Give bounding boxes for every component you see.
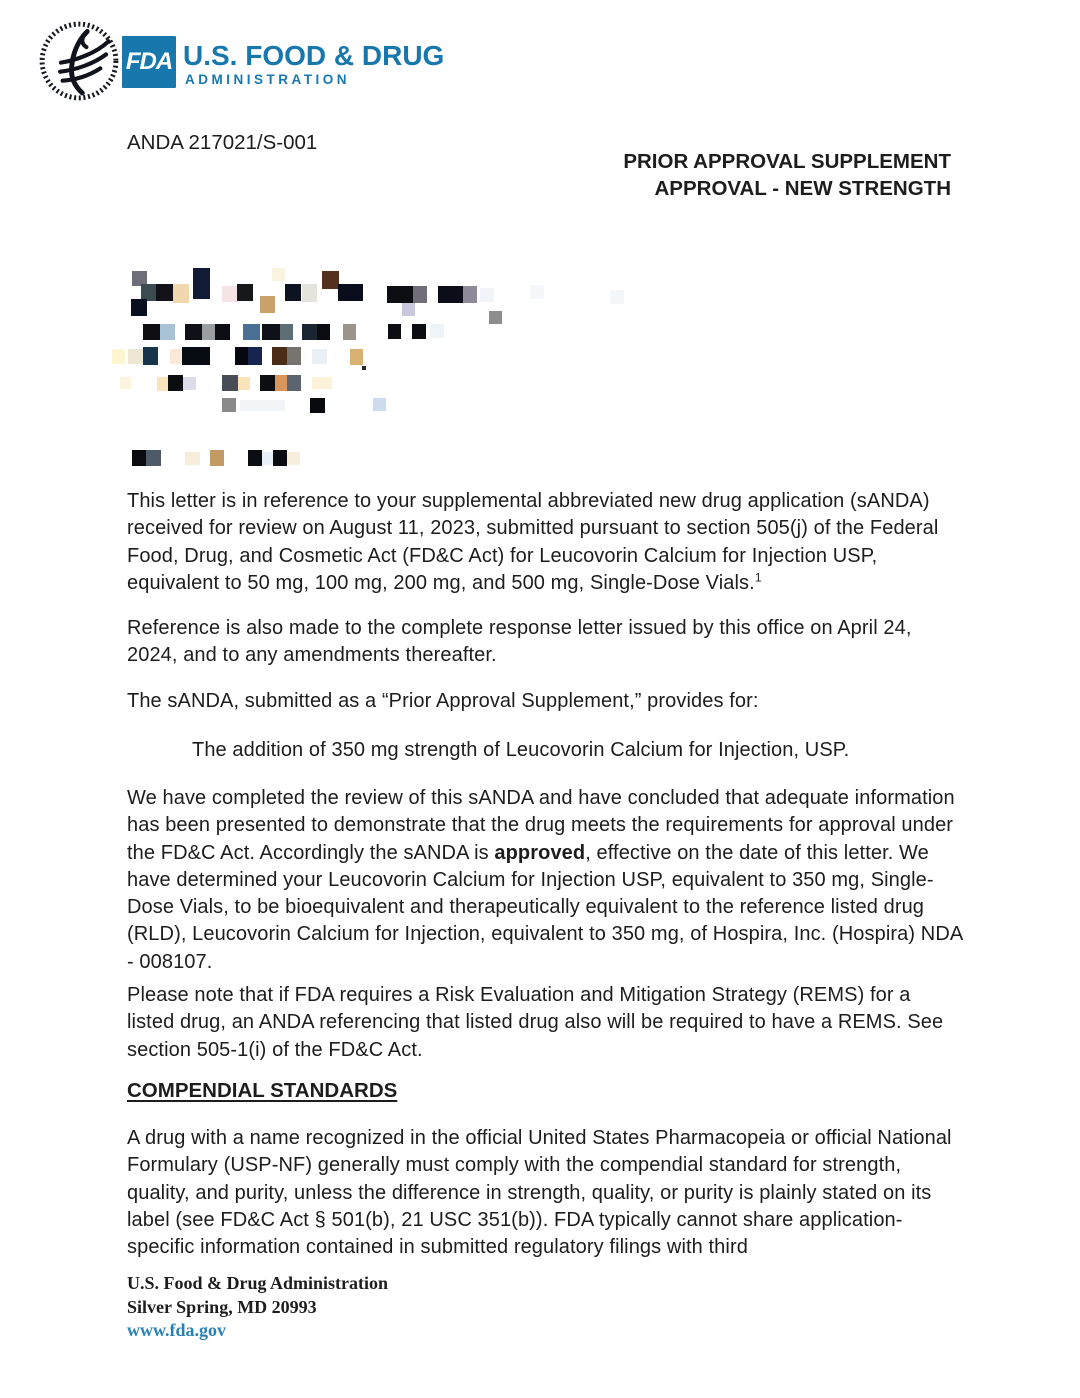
redaction-block [112, 349, 125, 364]
redaction-block [322, 271, 339, 289]
redaction-block [272, 268, 285, 281]
redaction-block [610, 290, 624, 304]
redaction-block [143, 347, 158, 365]
redaction-block [240, 400, 285, 411]
redaction-block [182, 347, 210, 365]
paragraph-crl-reference: Reference is also made to the complete response letter issued by this office on April 24, 2024, and to any amendments thereafter. [127, 617, 912, 667]
footer-org: U.S. Food & Drug Administration [127, 1273, 389, 1293]
redaction-block [312, 349, 327, 364]
redaction-block [235, 347, 248, 365]
redaction-block [238, 377, 250, 390]
redaction-block [183, 377, 196, 390]
supplement-header-line2: APPROVAL - NEW STRENGTH [654, 177, 951, 200]
paragraph-reference [127, 488, 963, 597]
redaction-block [430, 324, 444, 338]
redaction-block [373, 398, 386, 411]
paragraph-addition-350mg: The addition of 350 mg strength of Leucovorin Calcium for Injection, USP. [192, 739, 850, 761]
fda-logo-line2: ADMINISTRATION [185, 72, 350, 87]
approval-text-before: We have completed the review of this sANDA and have concluded that adequate information has been presented to demonstrate that the drug meets the requirements for approval under the FD&C Act. Accordingly the sANDA is [127, 787, 955, 864]
redaction-block [128, 349, 143, 364]
redaction-block [131, 299, 147, 316]
fda-logo-box [122, 36, 176, 88]
anda-number: ANDA 217021/S-001 [127, 131, 318, 154]
approved-bold-word: approved [494, 841, 586, 864]
redaction-block [143, 324, 160, 340]
redaction-block [388, 324, 401, 339]
redaction-block [146, 450, 161, 466]
redaction-block [160, 324, 175, 340]
redaction-block [412, 324, 426, 339]
paragraph-rems: Please note that if FDA requires a Risk Evaluation and Mitigation Strategy (REMS) for a listed drug, an ANDA referencing that listed drug also will be required to have a REMS. See section 505-1(i) of the FD&C Act. [127, 984, 944, 1061]
redaction-block [262, 324, 280, 340]
paragraph-approval [127, 785, 963, 976]
redaction-block [260, 296, 275, 313]
redaction-block [193, 268, 210, 299]
hhs-seal-icon [38, 20, 120, 102]
paragraph-provides-for: The sANDA, submitted as a “Prior Approval Supplement,” provides for: [127, 690, 759, 712]
redaction-block [287, 375, 301, 391]
redaction-block [248, 347, 262, 365]
redaction-block [317, 324, 330, 340]
redaction-block [489, 311, 502, 324]
redaction-block [273, 450, 287, 466]
redaction-block [237, 284, 253, 301]
redaction-block [170, 349, 182, 364]
redaction-block [302, 284, 317, 302]
redaction-block [287, 452, 300, 465]
fda-logo-line1: U.S. FOOD & DRUG [183, 40, 445, 71]
redaction-block [285, 284, 301, 301]
supplement-header-line1: PRIOR APPROVAL SUPPLEMENT [623, 150, 951, 173]
redaction-block [222, 286, 237, 302]
redaction-block [362, 366, 366, 370]
redaction-block [185, 324, 202, 340]
redaction-block [302, 324, 317, 340]
redaction-block [222, 375, 238, 391]
redaction-block [480, 288, 494, 302]
redaction-block [120, 377, 131, 389]
redaction-block [168, 375, 183, 391]
redaction-block [310, 398, 325, 413]
redaction-block [260, 375, 275, 391]
redaction-block [215, 324, 230, 340]
redaction-block [275, 375, 287, 391]
redaction-block [262, 452, 273, 465]
redaction-block [202, 324, 215, 340]
redaction-block [248, 450, 262, 466]
redaction-block [530, 285, 544, 299]
redaction-block [272, 347, 287, 365]
supplement-header [623, 148, 951, 202]
footer-url-link[interactable]: www.fda.gov [127, 1320, 227, 1340]
redaction-block [343, 324, 356, 340]
redaction-block [402, 303, 415, 316]
footnote-ref-1: 1 [754, 570, 762, 585]
redaction-block [243, 324, 260, 340]
redaction-block [338, 284, 363, 301]
letter-footer [127, 1272, 388, 1343]
approval-text-after: , effective on the date of this letter. We have determined your Leucovorin Calcium for Injection USP, equivalent to 350 mg, Single-Dose Vials, to be bioequivalent and therapeutically equivalent to the reference listed drug (RLD), Leucovorin Calcium for Injection, equivalent to 350 mg, of Hospira, Inc. (Hospira) NDA - 008107. [127, 841, 963, 973]
redaction-block [173, 284, 189, 303]
redaction-block [463, 286, 477, 303]
redaction-block [387, 286, 413, 303]
redaction-block [287, 347, 301, 365]
redaction-block [413, 286, 427, 303]
redaction-block [438, 286, 465, 303]
redaction-block [312, 377, 332, 389]
fda-logo-abbr: FDA [125, 48, 173, 75]
redaction-block [156, 284, 173, 301]
footer-address: Silver Spring, MD 20993 [127, 1296, 317, 1317]
redaction-block [222, 398, 236, 412]
redaction-block [210, 450, 224, 466]
paragraph-compendial: A drug with a name recognized in the official United States Pharmacopeia or official National Formulary (USP-NF) generally must comply with the compendial standard for strength, quality, and purity, unless the difference in strength, quality, or purity is plainly stated on its label (see FD&C Act § 501(b), 21 USC 351(b)). FDA typically cannot share application-specific information contained in submitted regulatory filings with third [127, 1127, 952, 1259]
redaction-block [132, 450, 146, 466]
paragraph-reference-text: This letter is in reference to your supplemental abbreviated new drug application (sANDA) received for review on August 11, 2023, submitted pursuant to section 505(j) of the Federal Food, Drug, and Cosmetic Act (FD&C Act) for Leucovorin Calcium for Injection USP, equivalent to 50 mg, 100 mg, 200 mg, and 500 mg, Single-Dose Vials. [127, 490, 939, 594]
compendial-standards-heading: COMPENDIAL STANDARDS [127, 1079, 398, 1102]
redaction-block [185, 452, 200, 465]
redaction-block [280, 324, 293, 340]
redaction-block [350, 349, 363, 365]
